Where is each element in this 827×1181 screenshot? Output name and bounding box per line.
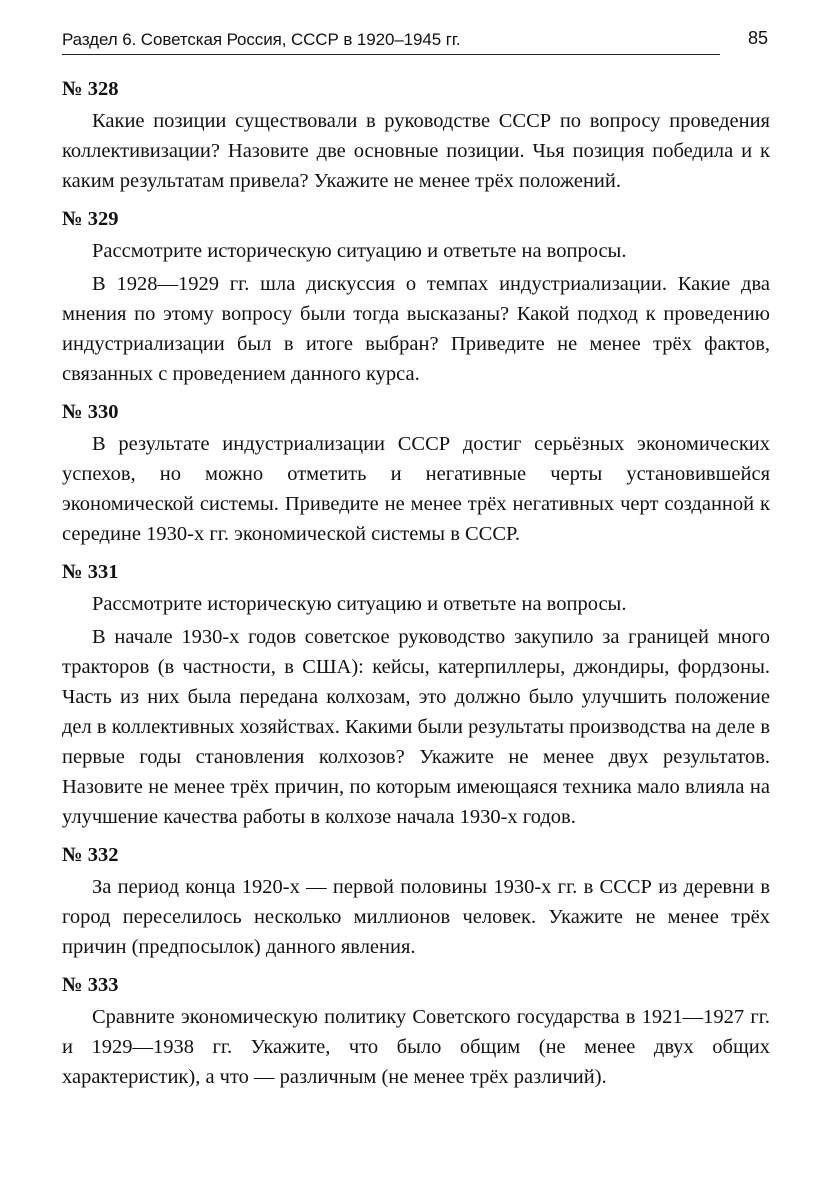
page-number: 85 [747,28,768,48]
task-331 [62,557,770,832]
task-330 [62,397,770,549]
task-number: № 331 [62,561,119,583]
task-333 [62,970,770,1092]
task-number: № 332 [62,844,119,866]
task-332 [62,840,770,962]
task-number: № 330 [62,401,119,423]
task-328 [62,74,770,196]
task-number: № 329 [62,208,119,230]
section-title: Раздел 6. Советская Россия, СССР в 1920–1945 гг. [62,30,461,49]
task-paragraph: Рассмотрите историческую ситуацию и ответьте на вопросы. [92,240,627,262]
task-paragraph: За период конца 1920-х — первой половины 1930-х гг. в СССР из деревни в город переселилось несколько миллионов человек. Укажите не менее трёх причин (предпосылок) данного явления. [62,876,770,958]
page-content [62,74,770,1100]
task-number: № 333 [62,974,119,996]
header-rule [62,54,720,55]
task-paragraph: В 1928—1929 гг. шла дискуссия о темпах индустриализации. Какие два мнения по этому вопросу были тогда высказаны? Какой подход к проведению индустриализации был в итоге выбран? Приведите не менее трёх фактов, связанных с проведением данного курса. [62,273,770,385]
task-329 [62,204,770,389]
task-paragraph: Сравните экономическую политику Советского государства в 1921—1927 гг. и 1929—1938 гг. Укажите, что было общим (не менее двух общих характеристик), а что — различным (не менее трёх различий). [62,1006,770,1088]
task-paragraph: В начале 1930-х годов советское руководство закупило за границей много тракторов (в частности, в США): кейсы, катерпиллеры, джондиры, фордзоны. Часть из них была передана колхозам, это должно было улучшить положение дел в коллективных хозяйствах. Какими были результаты производства на деле в первые годы становления колхозов? Укажите не менее двух результатов. Назовите не менее трёх причин, по которым имеющаяся техника мало влияла на улучшение качества работы в колхозе начала 1930-х годов. [62,626,770,828]
running-head [62,28,768,54]
task-paragraph: Какие позиции существовали в руководстве СССР по вопросу проведения коллективизации? Назовите две основные позиции. Чья позиция победила и к каким результатам привела? Укажите не менее трёх положений. [62,110,770,192]
task-paragraph: В результате индустриализации СССР достиг серьёзных экономических успехов, но можно отметить и негативные черты установившейся экономической системы. Приведите не менее трёх негативных черт созданной к середине 1930-х гг. экономической системы в СССР. [62,433,770,545]
task-number: № 328 [62,78,119,100]
task-paragraph: Рассмотрите историческую ситуацию и ответьте на вопросы. [92,593,627,615]
